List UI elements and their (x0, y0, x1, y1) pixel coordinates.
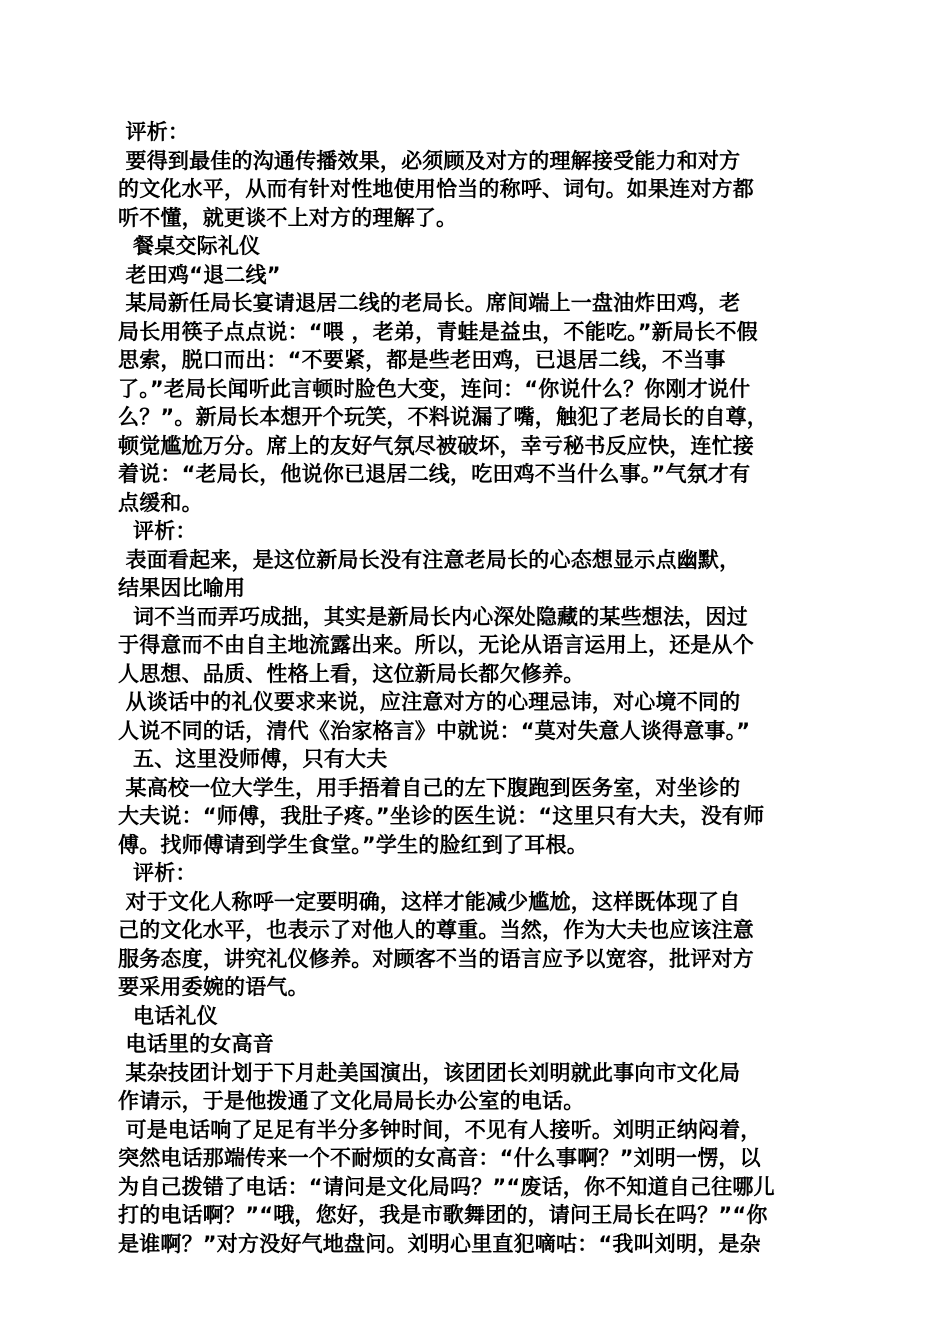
text-line: 局长用筷子点点说：“喂 ，老弟，青蛙是益虫，不能吃。”新局长不假 (118, 319, 758, 344)
text-line: 结果因比喻用 (118, 576, 246, 600)
text-line: 某杂技团计划于下月赴美国演出，该团团长刘明就此事向市文化局 (118, 1060, 741, 1085)
text-line: 评析： (118, 120, 190, 144)
text-line: 突然电话那端传来一个不耐烦的女高音：“什么事啊？”刘明一愣，以 (118, 1146, 761, 1170)
text-line: 傅。找师傅请到学生食堂。”学生的脸红到了耳根。 (118, 832, 588, 857)
text-line: 可是电话响了足足有半分多钟时间，不见有人接听。刘明正纳闷着， (118, 1117, 762, 1142)
text-line: 某局新任局长宴请退居二线的老局长。席间端上一盘油炸田鸡，老 (118, 291, 741, 315)
section-heading: 五、这里没师傅，只有大夫 (118, 747, 388, 771)
text-line: 打的电话啊？”“哦，您好，我是市歌舞团的，请问王局长在吗？”“你 (118, 1203, 768, 1227)
text-line: 词不当而弄巧成拙，其实是新局长内心深处隐藏的某些想法，因过 (118, 604, 748, 629)
text-line: 己的文化水平，也表示了对他人的尊重。当然，作为大夫也应该注意 (118, 918, 754, 942)
text-line: 于得意而不由自主地流露出来。所以，无论从语言运用上，还是从个 (118, 633, 754, 657)
text-line: 了。”老局长闻听此言顿时脸色大变，连问：“你说什么？你刚才说什 (118, 376, 751, 401)
text-line: 点缓和。 (118, 490, 203, 515)
text-line: 表面看起来，是这位新局长没有注意老局长的心态想显示点幽默， (118, 547, 741, 572)
text-line: 某高校一位大学生，用手捂着自己的左下腹跑到医务室，对坐诊的 (118, 775, 741, 800)
text-line: 思索，脱口而出：“不要紧，都是些老田鸡，已退居二线，不当事 (118, 348, 726, 372)
text-line: 么？”。新局长本想开个玩笑，不料说漏了嘴，触犯了老局长的自尊， (118, 405, 768, 429)
text-line: 的文化水平，从而有针对性地使用恰当的称呼、词句。如果连对方都 (118, 177, 754, 201)
story-title: 老田鸡“退二线” (118, 262, 281, 287)
text-line: 服务态度，讲究礼仪修养。对顾客不当的语言应予以宽容，批评对方 (118, 946, 754, 971)
text-line: 大夫说：“师傅，我肚子疼。”坐诊的医生说：“这里只有大夫，没有师 (118, 804, 765, 828)
text-line: 要采用委婉的语气。 (118, 975, 309, 999)
document-body (118, 118, 838, 1258)
text-line: 要得到最佳的沟通传播效果，必须顾及对方的理解接受能力和对方 (118, 148, 741, 173)
section-heading: 餐桌交际礼仪 (118, 234, 261, 258)
text-line: 从谈话中的礼仪要求来说，应注意对方的心理忌讳，对心境不同的 (118, 690, 741, 714)
text-line: 评析： (118, 519, 197, 543)
text-line: 人说不同的话，清代《治家格言》中就说：“莫对失意人谈得意事。” (118, 718, 751, 743)
story-title: 电话里的女高音 (118, 1032, 274, 1056)
text-line: 顿觉尴尬万分。席上的友好气氛尽被破坏，幸亏秘书反应快，连忙接 (118, 433, 754, 458)
text-line: 对于文化人称呼一定要明确，这样才能减少尴尬，这样既体现了自 (118, 889, 741, 914)
text-line: 着说：“老局长，他说你已退居二线，吃田鸡不当什么事。”气氛才有 (118, 462, 751, 486)
text-line: 是谁啊？”对方没好气地盘问。刘明心里直犯嘀咕：“我叫刘明，是杂 (118, 1231, 761, 1256)
text-line: 听不懂，就更谈不上对方的理解了。 (118, 205, 458, 230)
text-line: 人思想、品质、性格上看，这位新局长都欠修养。 (118, 661, 585, 686)
text-line: 评析： (118, 861, 197, 885)
text-line: 作请示，于是他拨通了文化局局长办公室的电话。 (118, 1089, 585, 1113)
section-heading: 电话礼仪 (118, 1003, 218, 1028)
text-line: 为自己拨错了电话：“请问是文化局吗？”“废话，你不知道自己往哪儿 (118, 1174, 775, 1199)
